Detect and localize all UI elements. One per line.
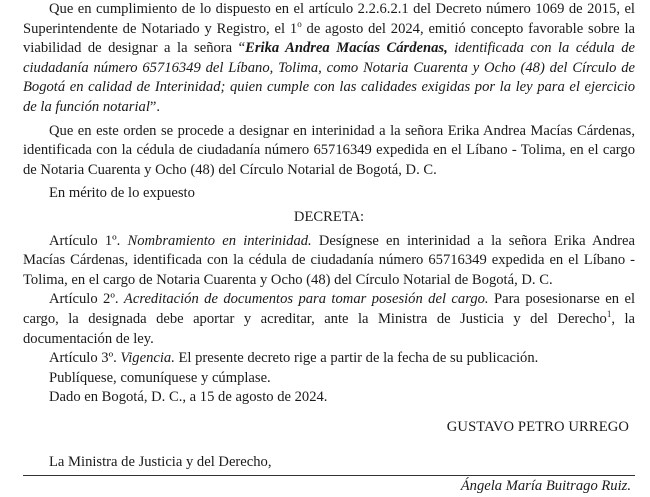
article-2	[23, 290, 635, 349]
decree-heading: DECRETA:	[293, 208, 365, 225]
closing-publish: Publíquese, comuníquese y cúmplase.	[49, 369, 271, 386]
text-span: ”.	[149, 98, 161, 115]
closing-given: Dado en Bogotá, D. C., a 15 de agosto de 2024.	[49, 389, 328, 406]
article-label: Artículo 2º.	[49, 291, 124, 308]
minister-title: La Ministra de Justicia y del Derecho,	[49, 454, 272, 471]
decree-document	[23, 0, 635, 497]
text-span: de agosto del 2024, emitió concepto favorable sobre la viabilidad de designar a la señora “	[23, 20, 635, 57]
designee-name: Erika Andrea Macías Cárdenas,	[245, 40, 448, 57]
president-signature: GUSTAVO PETRO URREGO	[446, 418, 629, 435]
article-label: Artículo 1º.	[49, 232, 128, 249]
article-1	[23, 232, 635, 291]
minister-signature: Ángela María Buitrago Ruiz.	[460, 478, 631, 495]
article-label: Artículo 3º.	[49, 350, 121, 367]
article-title: Nombramiento en interinidad.	[127, 232, 312, 249]
quoted-concept: identificada con la cédula de ciudadanía número 65716349 del Líbano, Tolima, como Notaria Cuarenta y Ocho (48) del Círculo de Bogotá en calidad de Interinidad; quien cumple con las calidades exigidas por la ley para el ejercicio de la función notarial	[23, 40, 635, 115]
article-text: , la documentación de ley.	[23, 310, 635, 347]
article-text: Para posesionarse en el cargo, la designada debe aportar y acreditar, ante la Ministra de Justicia y del Derecho	[23, 291, 636, 327]
article-text: Desígnese en interinidad a la señora Erika Andrea Macías Cárdenas, identificada con la cédula de ciudadanía número 65716349 expedida en el Líbano -Tolima, en el cargo de Notaria Cuarenta y Ocho (48) del Círculo Notarial de Bogotá, D. C.	[23, 232, 635, 288]
article-text: El presente decreto rige a partir de la fecha de su publicación.	[174, 350, 539, 367]
article-3	[23, 349, 635, 369]
footnote-marker: 1	[606, 308, 612, 319]
article-title: Acreditación de documentos para tomar posesión del cargo.	[123, 291, 489, 308]
paragraph-considering-1	[23, 0, 635, 118]
footer-divider	[23, 475, 635, 476]
paragraph-merit: En mérito de lo expuesto	[49, 185, 195, 202]
paragraph-considering-2: Que en este orden se procede a designar en interinidad a la señora Erika Andrea Macías Cárdenas, identificada con la cédula de ciudadanía número 65716349 expedida en el Líbano - Tolima, en el cargo de Notaria Cuarenta y Ocho (48) del Círculo Notarial de Bogotá, D. C.	[23, 122, 635, 178]
article-title: Vigencia.	[120, 350, 175, 367]
text-span: Que en cumplimiento de lo dispuesto en el artículo 2.2.6.2.1 del Decreto número 1069 de 2015, el Superintendente de Notariado y Registro, el 1	[23, 1, 635, 37]
ordinal-superscript: o	[297, 18, 302, 29]
